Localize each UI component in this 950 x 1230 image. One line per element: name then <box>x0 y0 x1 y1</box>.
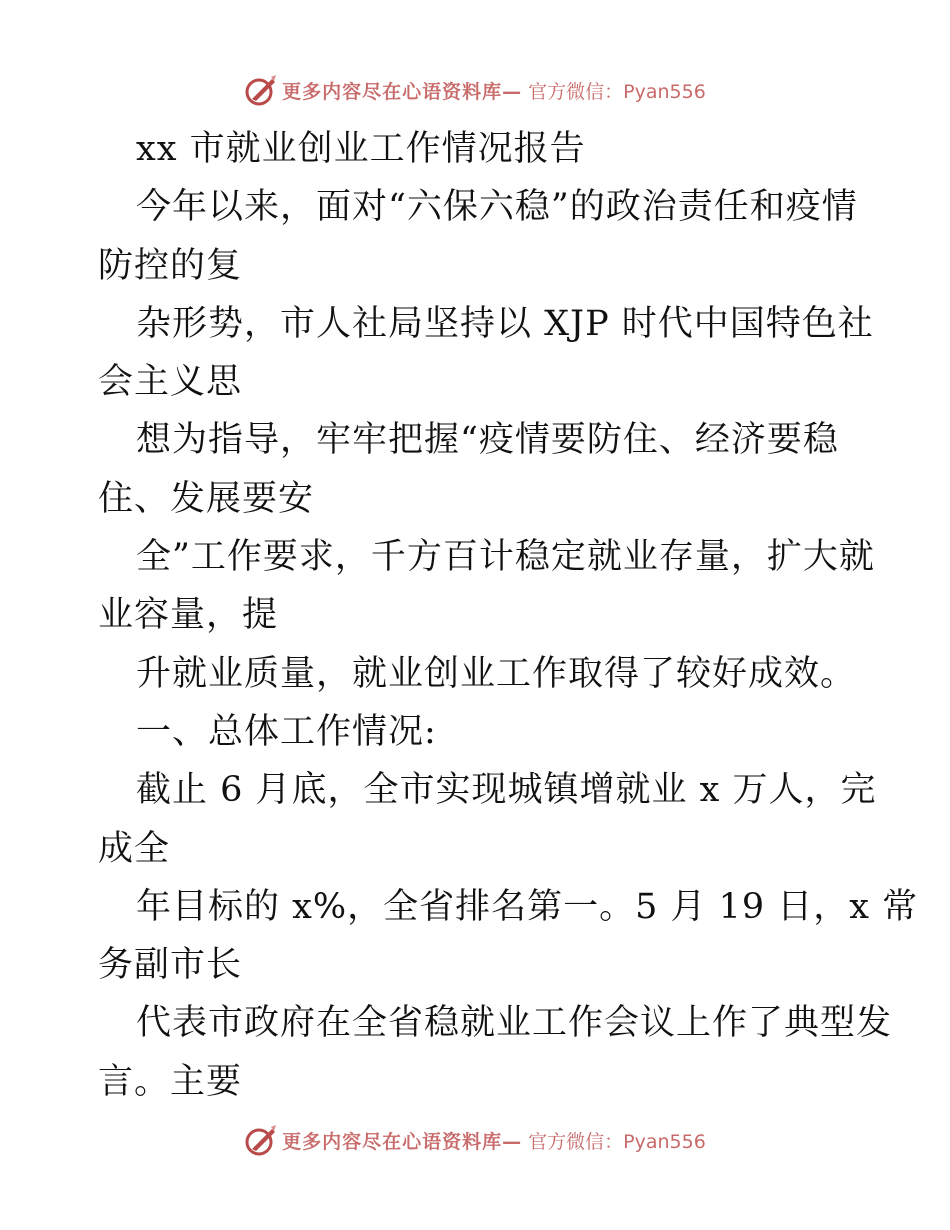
text-line: 务副市长 <box>98 945 243 986</box>
text-line: 杂形势，市人社局坚持以 XJP 时代中国特色社 <box>136 303 874 344</box>
watermark-text: 更多内容尽在心语资料库— <box>282 80 523 103</box>
text-line: 言。主要 <box>98 1061 243 1102</box>
text-line: 年目标的 x%，全省排名第一。5 月 19 日，x 常 <box>136 886 919 927</box>
quill-logo-icon <box>244 73 278 107</box>
text-line: 一、总体工作情况: <box>136 711 437 752</box>
text-line: 今年以来，面对“六保六稳”的政治责任和疫情 <box>136 187 858 228</box>
text-line: 代表市政府在全省稳就业工作会议上作了典型发 <box>136 1003 893 1044</box>
text-line: 住、发展要安 <box>98 478 315 519</box>
text-line: 想为指导，牢牢把握“疫情要防住、经济要稳 <box>136 420 839 461</box>
text-line: 成全 <box>98 828 171 869</box>
text-line: 升就业质量，就业创业工作取得了较好成效。 <box>136 653 857 694</box>
text-line: 截止 6 月底，全市实现城镇增就业 x 万人，完 <box>136 770 877 811</box>
watermark-footer <box>0 1120 950 1160</box>
text-line: 业容量，提 <box>98 595 279 636</box>
document-body <box>98 120 919 1111</box>
watermark-text: 更多内容尽在心语资料库— <box>282 1130 523 1153</box>
text-line: xx 市就业创业工作情况报告 <box>136 129 586 169</box>
text-line: 全”工作要求，千方百计稳定就业存量，扩大就 <box>136 537 875 578</box>
quill-logo-icon <box>244 1123 278 1157</box>
text-line: 会主义思 <box>98 362 243 403</box>
watermark-wechat: 官方微信：Pyan556 <box>528 1130 706 1153</box>
watermark-wechat: 官方微信：Pyan556 <box>528 80 706 103</box>
watermark-header <box>0 70 950 110</box>
text-line: 防控的复 <box>98 245 243 286</box>
